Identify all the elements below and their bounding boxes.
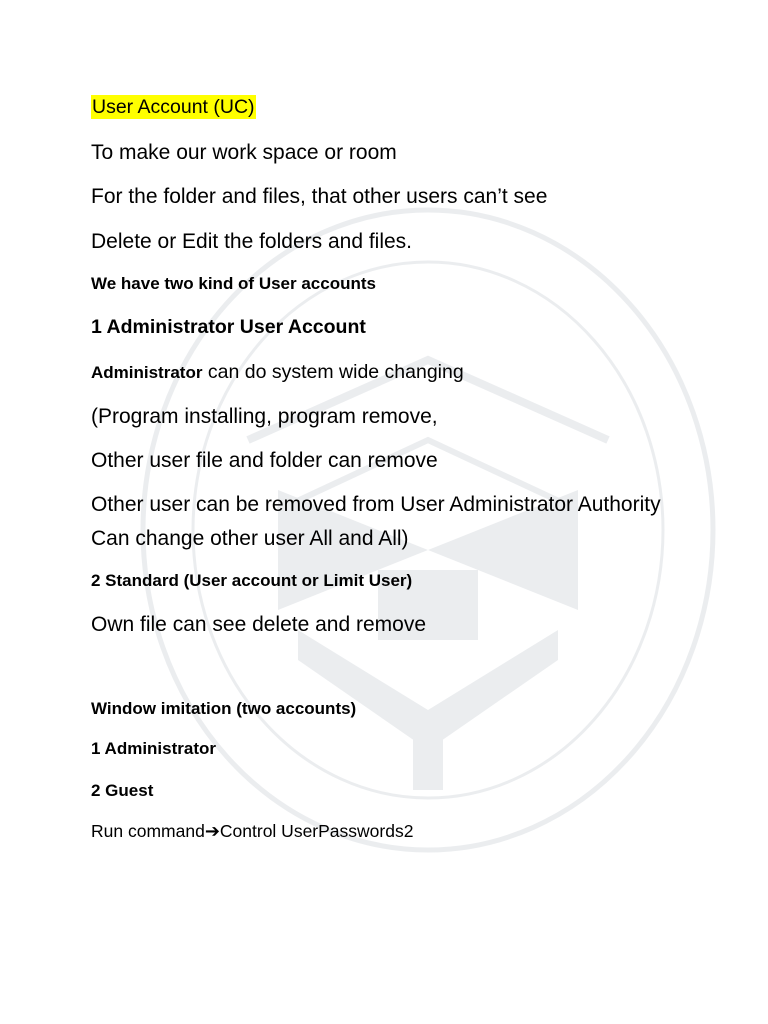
section-heading: 2 Standard (User account or Limit User) bbox=[91, 571, 413, 590]
list-item: 1 Administrator bbox=[91, 739, 217, 758]
section-heading: We have two kind of User accounts bbox=[91, 274, 376, 293]
body-line: Other user can be removed from User Administrator Authority bbox=[91, 493, 661, 516]
list-item: 2 Guest bbox=[91, 781, 154, 800]
run-command-line bbox=[91, 821, 413, 843]
body-line: Other user file and folder can remove bbox=[91, 449, 438, 472]
body-line: Can change other user All and All) bbox=[91, 527, 409, 550]
section-heading: 1 Administrator User Account bbox=[91, 316, 366, 338]
run-suffix: Control UserPasswords2 bbox=[219, 821, 414, 841]
body-line: Own file can see delete and remove bbox=[91, 613, 427, 636]
body-line: For the folder and files, that other users can’t see bbox=[91, 185, 548, 208]
title-highlight: User Account (UC) bbox=[92, 96, 255, 118]
right-arrow-icon: ➔ bbox=[204, 821, 220, 842]
run-prefix: Run command bbox=[91, 821, 205, 841]
admin-desc: can do system wide changing bbox=[202, 361, 464, 383]
admin-description bbox=[91, 361, 464, 383]
page-title bbox=[91, 96, 256, 118]
admin-label: Administrator bbox=[91, 363, 203, 382]
body-line: Delete or Edit the folders and files. bbox=[91, 230, 413, 253]
section-heading: Window imitation (two accounts) bbox=[91, 699, 357, 718]
body-line: (Program installing, program remove, bbox=[91, 405, 438, 428]
body-line: To make our work space or room bbox=[91, 141, 397, 164]
